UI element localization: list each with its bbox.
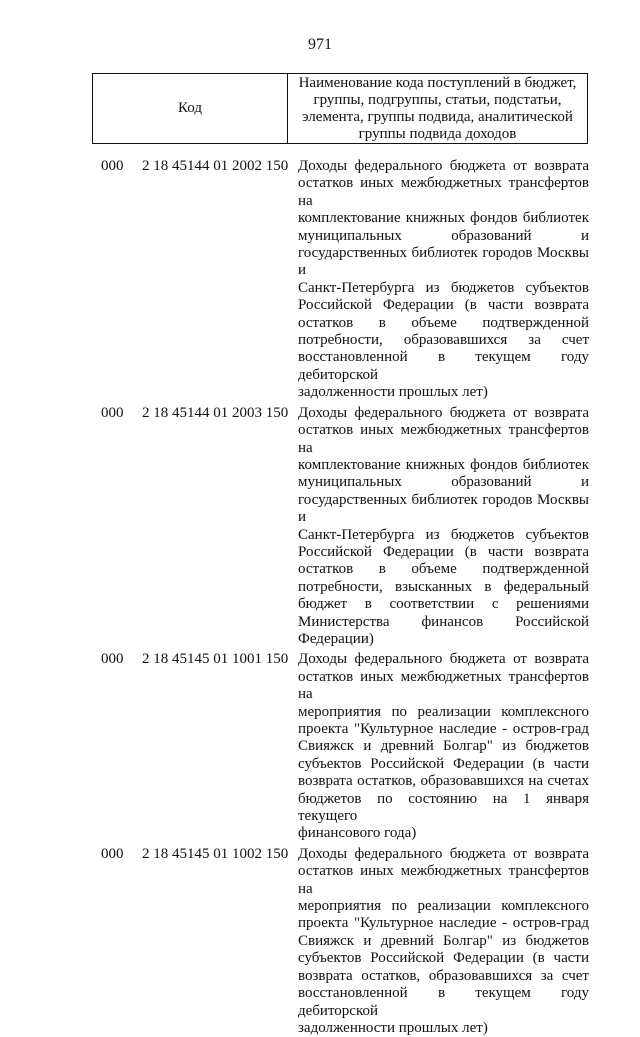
description-line: бюджет в соответствии с решениями [298, 596, 589, 613]
description-line: Свияжск и древний Болгар" из бюджетов [298, 932, 589, 949]
description-line: восстановленной в текущем году дебиторской [298, 985, 589, 1019]
revenue-description [298, 846, 589, 1037]
description-line: остатков иных межбюджетных трансфертов на [298, 422, 589, 456]
description-line: Федерации) [298, 630, 374, 647]
admin-code: 000 [101, 845, 124, 862]
description-line: Доходы федерального бюджета от возврата [298, 404, 589, 421]
description-line: субъектов Российской Федерации (в части [298, 755, 589, 772]
description-line: Российской Федерации (в части возврата [298, 297, 589, 314]
description-line: задолженности прошлых лет) [298, 384, 488, 401]
description-line: возврата остатков, образовавшихся на счетах [298, 773, 589, 790]
table-header [92, 73, 588, 144]
revenue-description [298, 158, 589, 402]
description-line: восстановленной в текущем году дебиторской [298, 349, 589, 383]
description-line: Российской Федерации (в части возврата [298, 543, 589, 560]
description-line: задолженности прошлых лет) [298, 1019, 488, 1036]
description-line: Доходы федерального бюджета от возврата [298, 845, 589, 862]
revenue-description [298, 651, 589, 842]
revenue-code: 2 18 45145 01 1002 150 [142, 845, 289, 862]
description-line: муниципальных образований и [298, 227, 589, 244]
description-line: комплектование книжных фондов библиотек [298, 210, 589, 227]
description-line: потребности, взысканных в федеральный [298, 578, 589, 595]
description-line: мероприятия по реализации комплексного [298, 703, 589, 720]
description-line: Санкт-Петербурга из бюджетов субъектов [298, 526, 589, 543]
revenue-code: 2 18 45144 01 2003 150 [142, 404, 289, 421]
description-line: Санкт-Петербурга из бюджетов субъектов [298, 279, 589, 296]
page-number: 971 [308, 36, 332, 53]
revenue-code: 2 18 45144 01 2002 150 [142, 158, 289, 174]
description-line: субъектов Российской Федерации (в части [298, 950, 589, 967]
description-line: остатков в объеме подтвержденной [298, 314, 589, 331]
description-line: остатков иных межбюджетных трансфертов на [298, 668, 589, 703]
description-line: мероприятия по реализации комплексного [298, 898, 589, 915]
admin-code: 000 [101, 651, 124, 668]
header-code-column: Код [93, 74, 288, 143]
revenue-description [298, 405, 589, 649]
description-line: потребности, образовавшихся за счет [298, 332, 589, 349]
table-row [0, 651, 640, 842]
description-line: муниципальных образований и [298, 474, 589, 491]
description-line: Доходы федерального бюджета от возврата [298, 651, 589, 668]
header-name-column: Наименование кода поступлений в бюджет, группы, подгруппы, статьи, подстатьи, элемента, группы подвида, аналитической группы подвида доходов [298, 74, 577, 142]
table-row [0, 158, 640, 402]
admin-code: 000 [101, 404, 124, 421]
description-line: проекта "Культурное наследие - остров-град [298, 915, 589, 932]
table-row [0, 405, 640, 649]
description-line: Свияжск и древний Болгар" из бюджетов [298, 738, 589, 755]
description-line: государственных библиотек городов Москвы и [298, 491, 589, 526]
table-row [0, 846, 640, 1037]
description-line: Министерства финансов Российской [298, 613, 589, 630]
description-line: остатков в объеме подтвержденной [298, 561, 589, 578]
revenue-code: 2 18 45145 01 1001 150 [142, 651, 289, 668]
description-line: остатков иных межбюджетных трансфертов на [298, 175, 589, 209]
description-line: бюджетов по состоянию на 1 января текущего [298, 790, 589, 825]
admin-code: 000 [101, 158, 124, 174]
description-line: возврата остатков, образовавшихся за счет [298, 967, 589, 984]
description-line: остатков иных межбюджетных трансфертов на [298, 863, 589, 897]
description-line: комплектование книжных фондов библиотек [298, 456, 589, 473]
description-line: Доходы федерального бюджета от возврата [298, 158, 589, 174]
description-line: финансового года) [298, 825, 417, 842]
description-line: проекта "Культурное наследие - остров-град [298, 721, 589, 737]
description-line: государственных библиотек городов Москвы и [298, 245, 589, 279]
table-body [0, 158, 640, 1037]
